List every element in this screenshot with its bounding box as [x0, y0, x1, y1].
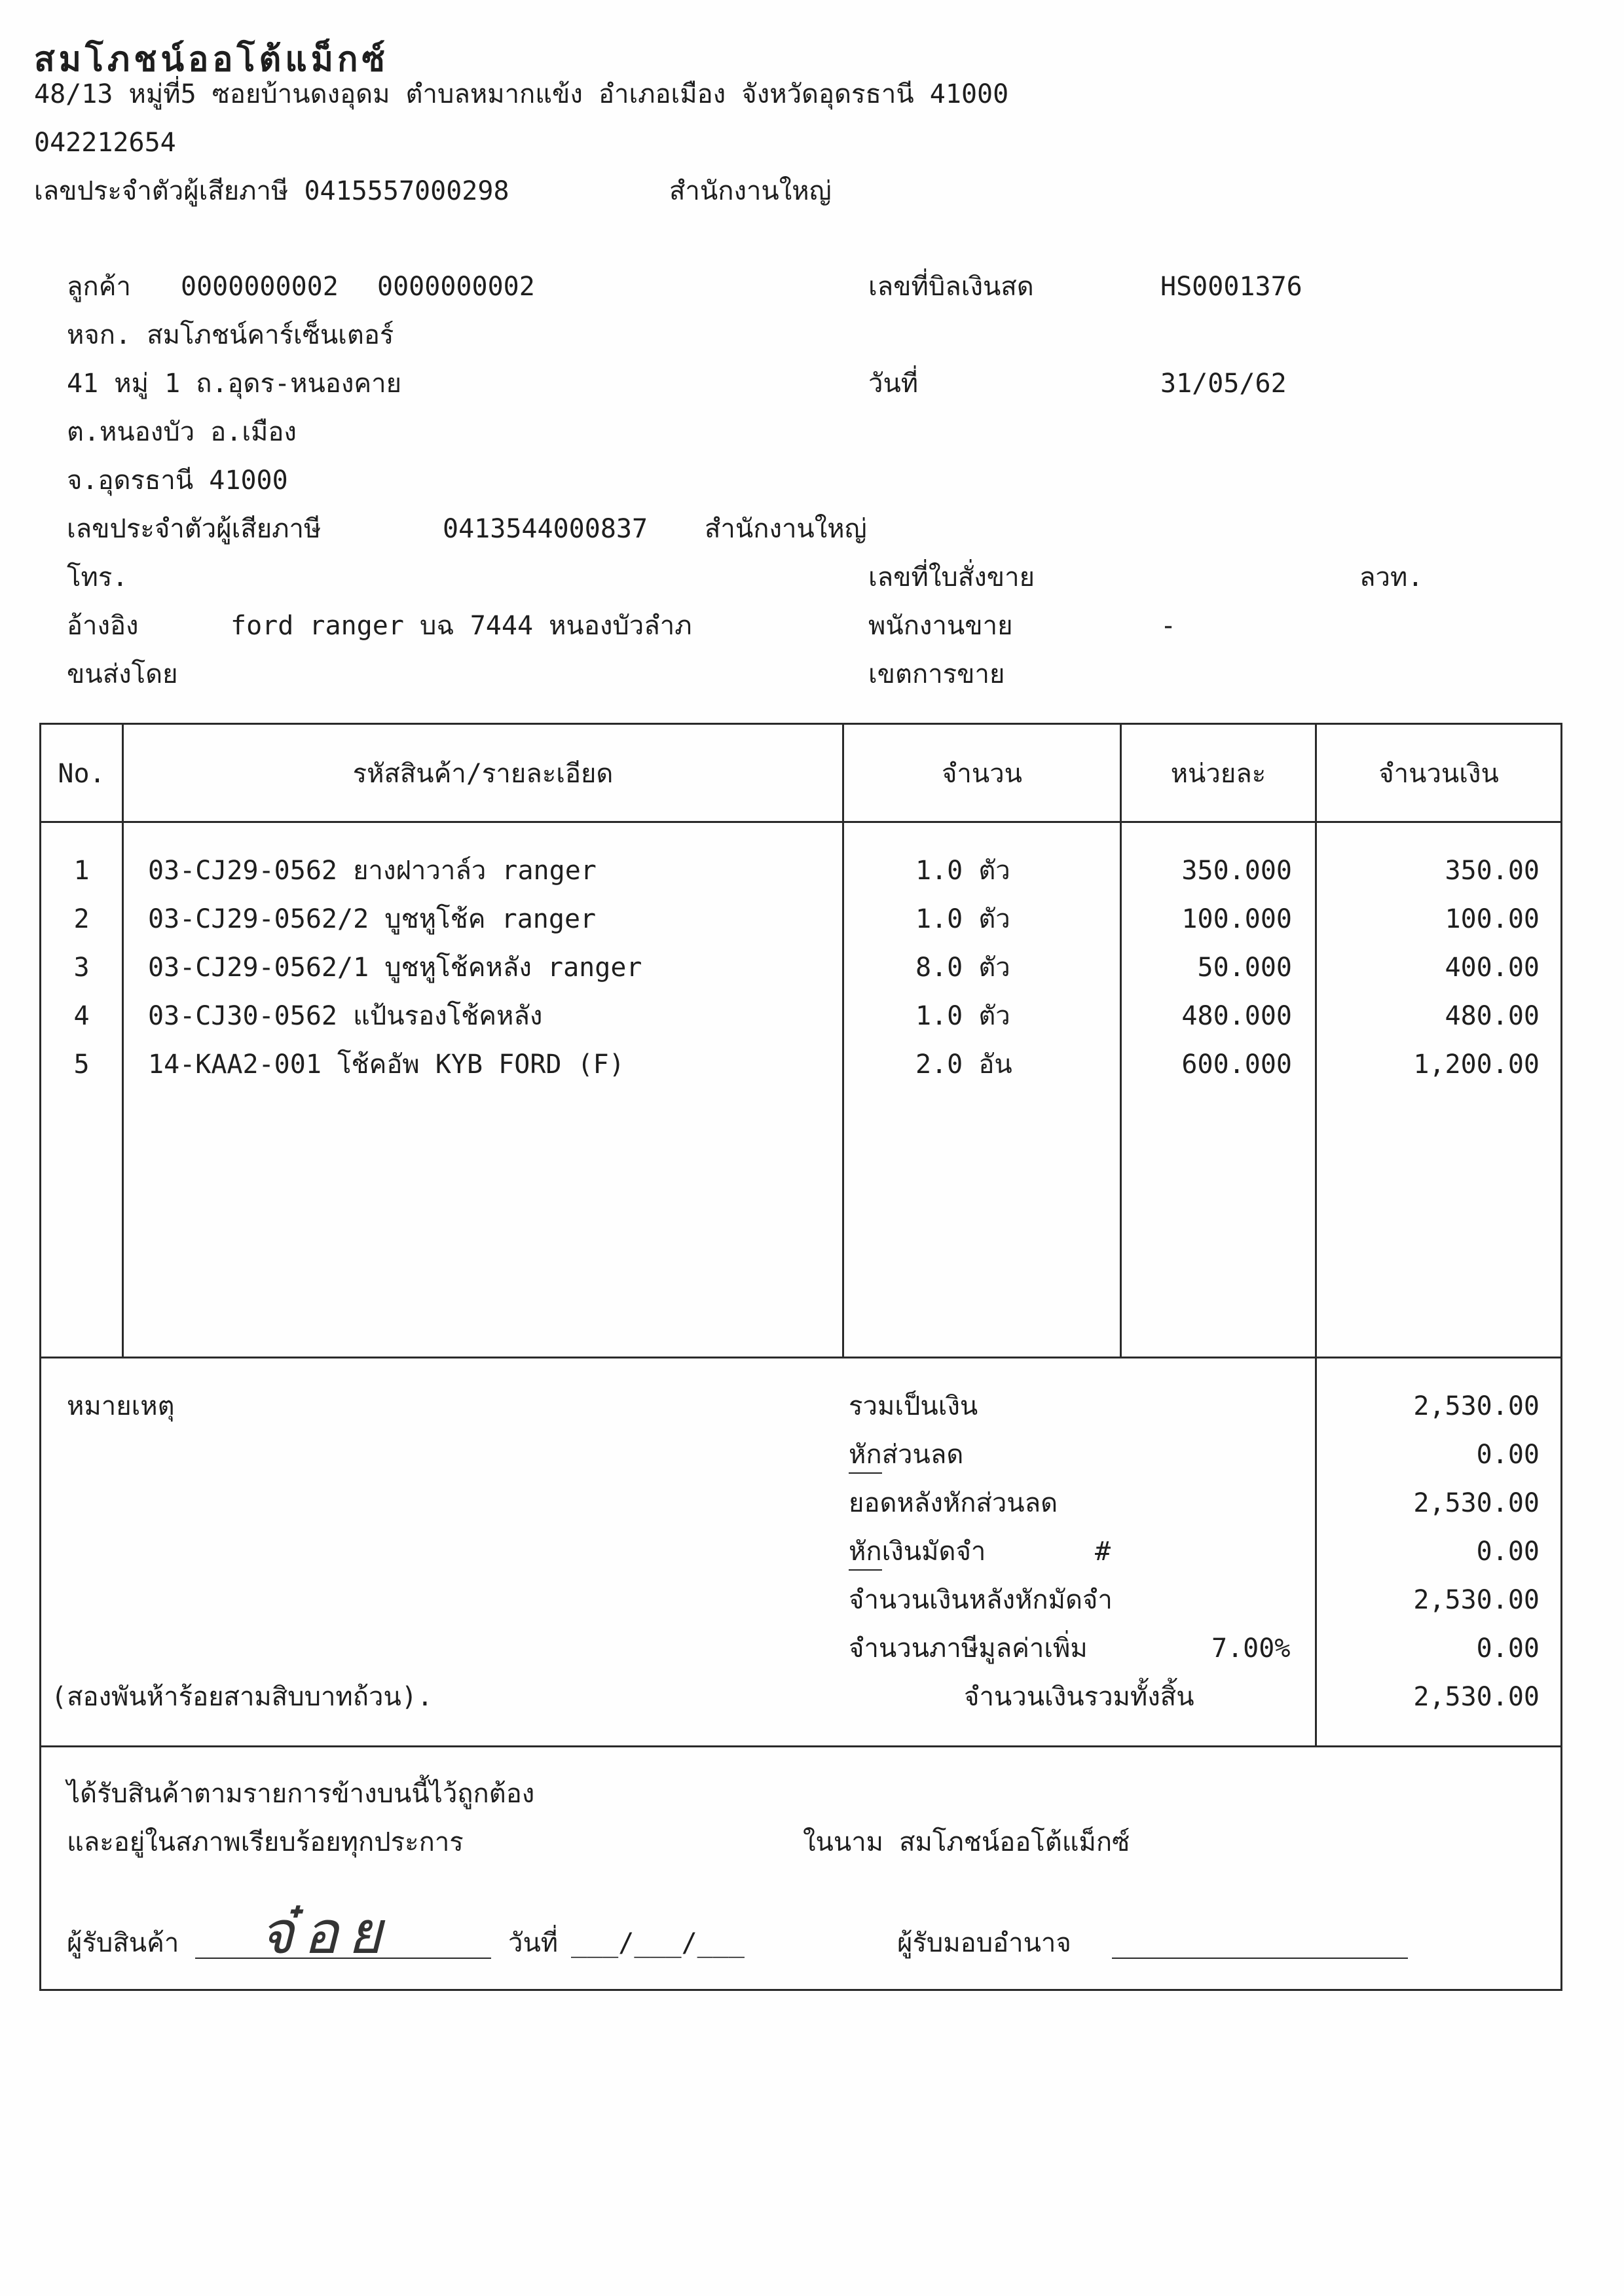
receive-date-blank: ___/___/___	[571, 1928, 745, 1958]
totals-bottom-border	[39, 1745, 1562, 1747]
row-unit-price: 350.000	[1181, 856, 1292, 886]
header-unit-price: หน่วยละ	[1170, 759, 1266, 789]
row-amount: 100.00	[1445, 904, 1540, 934]
row-description: 03-CJ29-0562/1 บูชหูโช้คหลัง ranger	[148, 953, 642, 983]
customer-code-2: 0000000002	[377, 272, 535, 302]
after-discount-label: ยอดหลังหักส่วนลด	[849, 1488, 1058, 1518]
table-top-border	[39, 723, 1562, 725]
bill-no-label: เลขที่บิลเงินสด	[868, 272, 1034, 302]
company-branch: สำนักงานใหญ่	[669, 176, 832, 206]
receive-date-label: วันที่	[508, 1928, 559, 1958]
row-no: 4	[73, 1001, 90, 1031]
authorized-label: ผู้รับมอบอำนาจ	[897, 1928, 1071, 1958]
authorized-signature-line	[1112, 1958, 1408, 1959]
remark-label: หมายเหตุ	[67, 1391, 175, 1421]
receiver-label: ผู้รับสินค้า	[67, 1928, 179, 1958]
row-description: 03-CJ30-0562 แป้นรองโช้คหลัง	[148, 1001, 543, 1031]
header-description: รหัสสินค้า/รายละเอียด	[352, 759, 614, 789]
after-deposit-label: จำนวนเงินหลังหักมัดจำ	[849, 1585, 1113, 1615]
table-body-border	[39, 1357, 1562, 1358]
sales-order-label: เลขที่ใบสั่งขาย	[868, 562, 1035, 592]
customer-tax-id: 0413544000837	[443, 514, 648, 544]
header-quantity: จำนวน	[941, 759, 1023, 789]
deposit-label: หักเงินมัดจำ	[849, 1539, 986, 1565]
company-tax-id: เลขประจำตัวผู้เสียภาษี 0415557000298	[34, 176, 509, 206]
row-unit-price: 480.000	[1181, 1001, 1292, 1031]
customer-code-1: 0000000002	[181, 272, 339, 302]
discount-value: 0.00	[1476, 1440, 1540, 1470]
customer-ship-label: ขนส่งโดย	[67, 659, 178, 689]
row-unit-price: 100.000	[1181, 904, 1292, 934]
row-amount: 350.00	[1445, 856, 1540, 886]
col-divider-qty	[1120, 723, 1122, 1358]
vat-label: จำนวนภาษีมูลค่าเพิ่ม	[849, 1633, 1088, 1664]
on-behalf-of: ในนาม สมโภชน์ออโต้แม็กซ์	[803, 1827, 1130, 1857]
row-description: 03-CJ29-0562 ยางฝาวาล์ว ranger	[148, 856, 597, 886]
discount-label: หักส่วนลด	[849, 1442, 963, 1468]
deposit-hash: #	[1095, 1537, 1111, 1567]
row-quantity: 1.0 ตัว	[915, 1001, 1010, 1031]
customer-address-3: จ.อุดรธานี 41000	[67, 465, 288, 496]
row-description: 03-CJ29-0562/2 บูชหูโช้ค ranger	[148, 904, 597, 934]
receive-confirmation-2: และอยู่ในสภาพเรียบร้อยทุกประการ	[67, 1827, 464, 1857]
bill-date-label: วันที่	[868, 369, 919, 399]
vat-rate: 7.00%	[1211, 1633, 1291, 1664]
customer-tel-label: โทร.	[67, 562, 128, 592]
amount-in-words: (สองพันห้าร้อยสามสิบบาทถ้วน).	[51, 1682, 433, 1712]
receiver-signature: จ๋อย	[259, 1899, 392, 1967]
row-no: 3	[73, 953, 90, 983]
row-no: 1	[73, 856, 90, 886]
row-amount: 400.00	[1445, 953, 1540, 983]
after-discount-value: 2,530.00	[1413, 1488, 1540, 1518]
bill-no-value: HS0001376	[1160, 272, 1302, 302]
company-phone: 042212654	[34, 128, 176, 158]
customer-ref-label: อ้างอิง	[67, 611, 139, 641]
row-quantity: 8.0 ตัว	[915, 953, 1010, 983]
row-unit-price: 50.000	[1197, 953, 1292, 983]
customer-label: ลูกค้า	[67, 272, 131, 302]
company-name: สมโภชน์ออโต้แม็กซ์	[34, 40, 389, 79]
customer-branch: สำนักงานใหญ่	[705, 514, 867, 544]
footer-bottom-border	[39, 1989, 1562, 1991]
header-no: No.	[58, 759, 105, 789]
row-quantity: 1.0 ตัว	[915, 904, 1010, 934]
bill-date-value: 31/05/62	[1160, 369, 1287, 399]
receive-confirmation-1: ได้รับสินค้าตามรายการข้างบนนี้ไว้ถูกต้อง	[67, 1779, 535, 1809]
customer-tax-label: เลขประจำตัวผู้เสียภาษี	[67, 514, 322, 544]
subtotal-label: รวมเป็นเงิน	[849, 1391, 978, 1421]
col-divider-desc	[842, 723, 844, 1358]
row-unit-price: 600.000	[1181, 1049, 1292, 1080]
row-quantity: 2.0 อัน	[915, 1049, 1012, 1080]
row-description: 14-KAA2-001 โช้คอัพ KYB FORD (F)	[148, 1049, 625, 1080]
company-address: 48/13 หมู่ที่5 ซอยบ้านดงอุดม ตำบลหมากแข้ง อำเภอเมือง จังหวัดอุดรธานี 41000	[34, 79, 1009, 109]
subtotal-value: 2,530.00	[1413, 1391, 1540, 1421]
customer-address-1: 41 หมู่ 1 ถ.อุดร-หนองคาย	[67, 369, 402, 399]
customer-address-2: ต.หนองบัว อ.เมือง	[67, 417, 297, 447]
grand-total-value: 2,530.00	[1413, 1682, 1540, 1712]
row-no: 5	[73, 1049, 90, 1080]
row-amount: 1,200.00	[1413, 1049, 1540, 1080]
row-no: 2	[73, 904, 90, 934]
table-header-border	[39, 821, 1562, 823]
customer-ref-value: ford ranger บฉ 7444 หนองบัวลำภ	[231, 611, 692, 641]
sales-area-label: เขตการขาย	[868, 659, 1005, 689]
salesperson-label: พนักงานขาย	[868, 611, 1013, 641]
vat-value: 0.00	[1476, 1633, 1540, 1664]
frame-right-border	[1560, 723, 1562, 1991]
after-deposit-value: 2,530.00	[1413, 1585, 1540, 1615]
header-amount: จำนวนเงิน	[1378, 759, 1499, 789]
row-amount: 480.00	[1445, 1001, 1540, 1031]
deposit-value: 0.00	[1476, 1537, 1540, 1567]
customer-name: หจก. สมโภชน์คาร์เซ็นเตอร์	[67, 320, 394, 350]
row-quantity: 1.0 ตัว	[915, 856, 1010, 886]
sales-order-value: ลวท.	[1359, 562, 1424, 592]
grand-total-label: จำนวนเงินรวมทั้งสิ้น	[964, 1682, 1194, 1712]
salesperson-value: -	[1160, 611, 1177, 641]
col-divider-no	[122, 723, 124, 1358]
